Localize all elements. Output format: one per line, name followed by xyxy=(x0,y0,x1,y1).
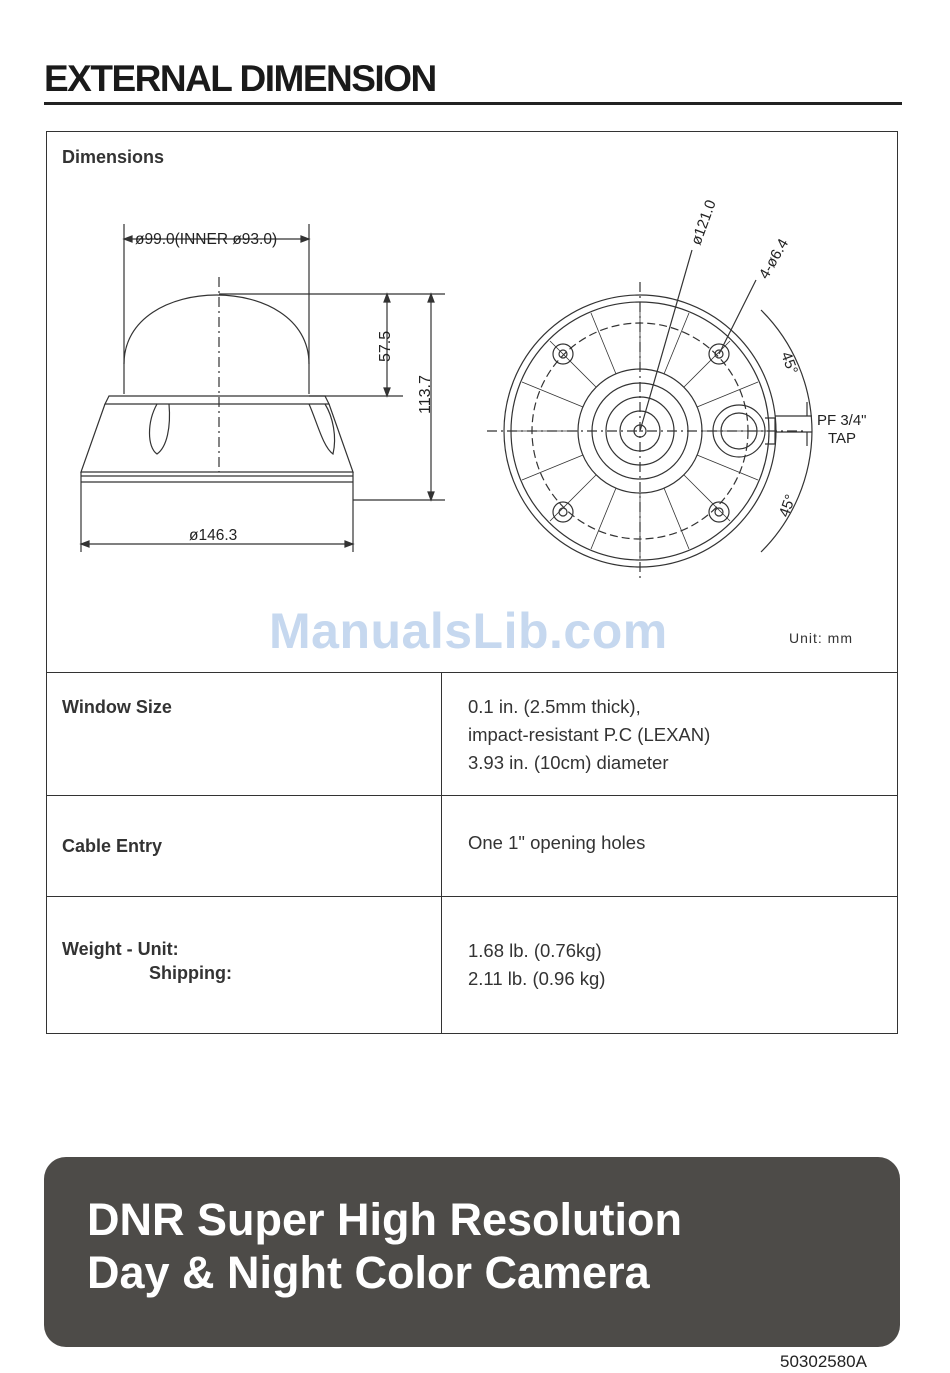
watermark: ManualsLib.com xyxy=(269,603,668,659)
column-divider xyxy=(441,897,442,1033)
tap-label-line2: TAP xyxy=(828,430,857,447)
product-banner xyxy=(44,1157,900,1347)
angle-lower-label: 45° xyxy=(775,492,800,520)
spec-value-line: 0.1 in. (2.5mm thick), xyxy=(468,696,641,717)
spec-value-line: 2.11 lb. (0.96 kg) xyxy=(468,968,606,989)
spec-value-line: 1.68 lb. (0.76kg) xyxy=(468,940,602,961)
document-number: 50302580A xyxy=(780,1352,867,1371)
banner-line-1: DNR Super High Resolution xyxy=(87,1194,682,1245)
angle-upper-label: 45° xyxy=(777,349,801,377)
spec-row-window-size xyxy=(47,673,897,796)
spec-label xyxy=(62,695,172,719)
mount-diameter-label: ø121.0 xyxy=(687,197,720,248)
side-view xyxy=(81,224,445,552)
top-diameter-label: ø99.0(INNER ø93.0) xyxy=(135,231,278,248)
spec-value xyxy=(468,937,605,993)
spec-label xyxy=(62,834,162,858)
column-divider xyxy=(441,673,442,795)
holes-label: 4-ø6.4 xyxy=(755,235,793,282)
dimensions-panel xyxy=(47,132,897,673)
base-diameter-label: ø146.3 xyxy=(189,527,238,544)
banner-line-2: Day & Night Color Camera xyxy=(87,1247,650,1298)
spec-value-line: 3.93 in. (10cm) diameter xyxy=(468,752,669,773)
dimensions-heading: Dimensions xyxy=(62,147,165,167)
page-title: EXTERNAL DIMENSION xyxy=(44,58,436,99)
dome-height-label: 57.5 xyxy=(377,330,394,362)
spec-row-cable-entry xyxy=(47,796,897,897)
dimension-drawing xyxy=(47,132,897,672)
spec-value xyxy=(468,693,710,777)
spec-box xyxy=(46,131,898,1034)
column-divider xyxy=(441,796,442,896)
spec-value xyxy=(468,829,645,857)
spec-label-line: Shipping: xyxy=(149,963,232,983)
spec-row-weight xyxy=(47,897,897,1033)
top-view xyxy=(487,250,812,582)
spec-label-line: Cable Entry xyxy=(62,836,163,856)
spec-value-line: impact-resistant P.C (LEXAN) xyxy=(468,724,711,745)
unit-note: Unit: mm xyxy=(789,630,853,646)
title-rule xyxy=(44,102,902,105)
spec-label-line: Weight - Unit: xyxy=(62,939,179,959)
spec-label-line: Window Size xyxy=(62,697,172,717)
total-height-label: 113.7 xyxy=(417,375,434,414)
spec-value-line: One 1" opening holes xyxy=(468,832,646,853)
tap-label-line1: PF 3/4" xyxy=(817,412,867,429)
spec-label xyxy=(62,937,232,985)
